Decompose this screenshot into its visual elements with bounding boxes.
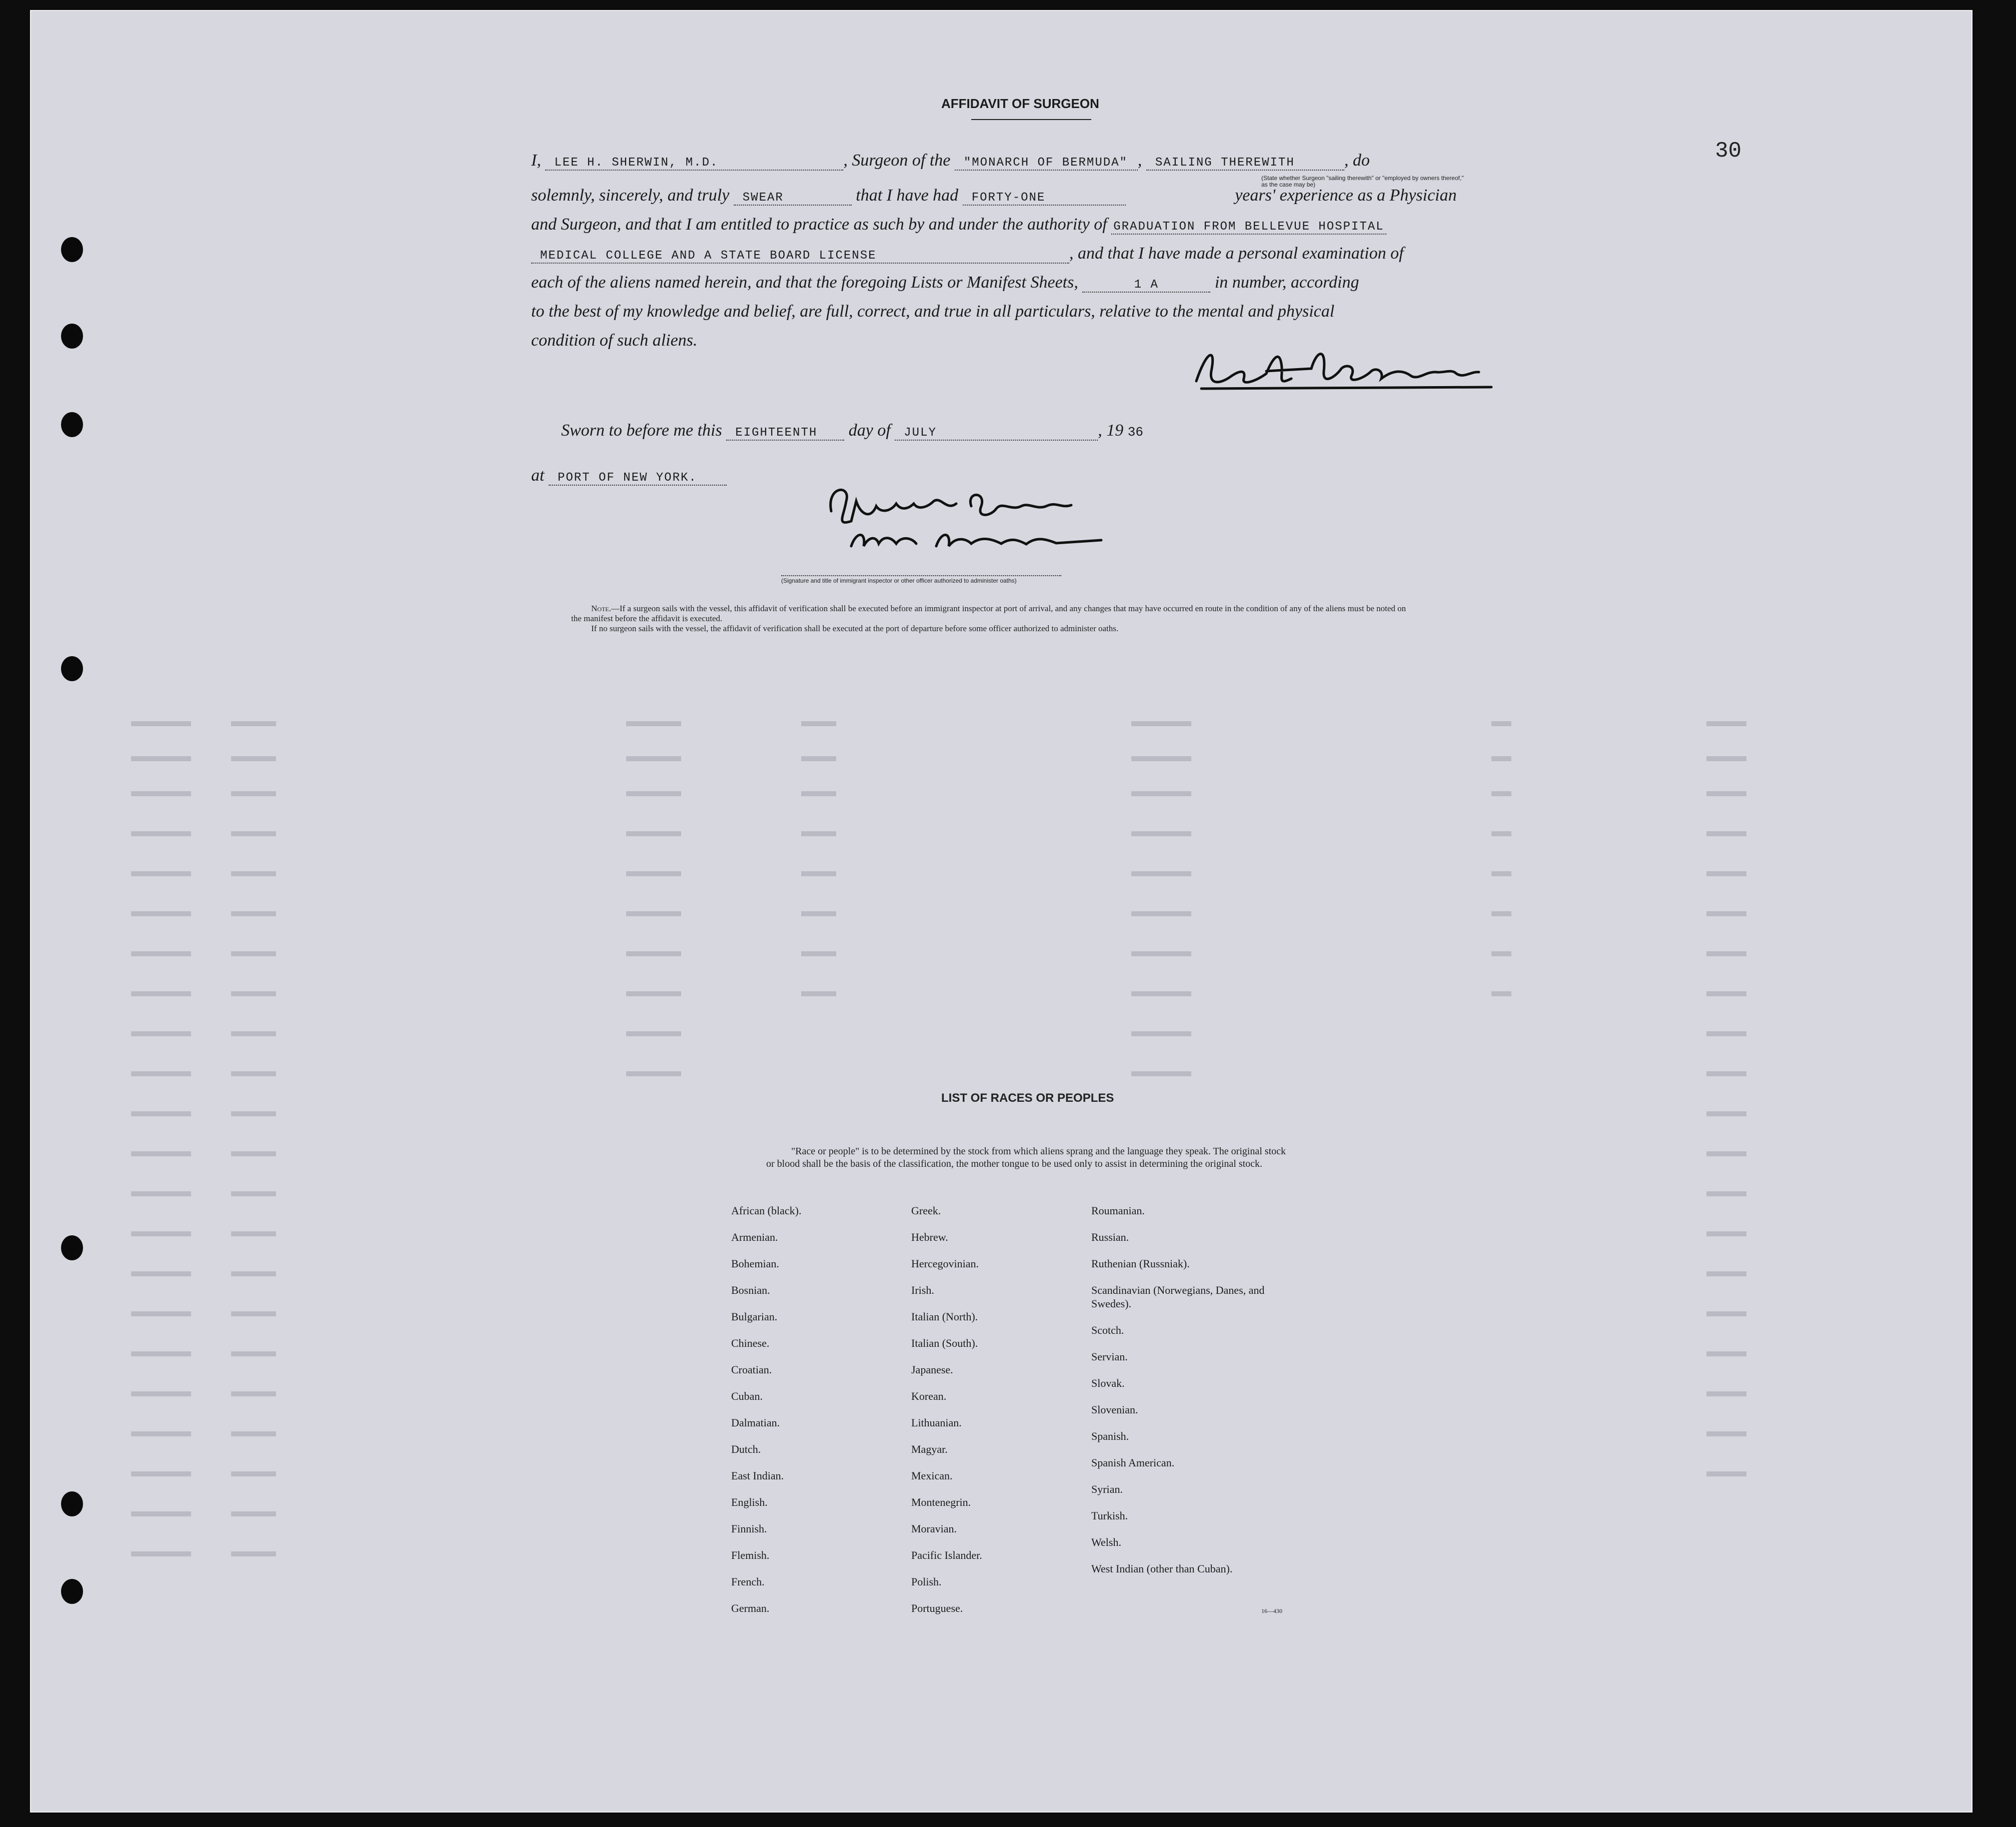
race-entry: Polish. [911, 1575, 942, 1588]
race-entry: English. [731, 1496, 768, 1508]
race-entry: Moravian. [911, 1522, 957, 1535]
affidavit-line-6: to the best of my knowledge and belief, are full, correct, and true in all particulars, relative to the mental and physical [531, 302, 1335, 321]
race-entry: Hebrew. [911, 1231, 948, 1243]
race-entry: Bosnian. [731, 1284, 770, 1296]
race-entry: Bulgarian. [731, 1310, 778, 1323]
authority-field-1: GRADUATION FROM BELLEVUE HOSPITAL [1111, 220, 1386, 235]
oath-field: SWEAR [734, 191, 852, 206]
race-entry: Slovenian. [1091, 1403, 1138, 1416]
vessel-name-field: "MONARCH OF BERMUDA" [955, 156, 1138, 171]
affidavit-line-7: condition of such aliens. [531, 331, 698, 350]
text-suffix: years' experience as a Physician [1235, 186, 1457, 205]
status-hint: (State whether Surgeon "sailing therewith" or "employed by owners thereof," as the case may be) [1261, 175, 1464, 188]
sworn-place-field: PORT OF NEW YORK. [549, 471, 727, 486]
race-entry: Spanish American. [1091, 1456, 1175, 1469]
inspector-signature [821, 481, 1141, 571]
race-entry: Pacific Islander. [911, 1549, 982, 1561]
verification-note [571, 604, 1411, 634]
note-paragraph-2: If no surgeon sails with the vessel, the affidavit of verification shall be executed at the port of departure before some officer authorized to administer oaths. [591, 624, 1119, 633]
race-entry: Finnish. [731, 1522, 767, 1535]
race-entry: Slovak. [1091, 1377, 1125, 1389]
page-number: 30 [1715, 139, 1741, 164]
races-title: LIST OF RACES OR PEOPLES [941, 1091, 1114, 1105]
affidavit-line-3 [531, 215, 1386, 235]
race-entry: Welsh. [1091, 1536, 1121, 1548]
race-entry: German. [731, 1602, 770, 1614]
affidavit-line-4 [531, 244, 1404, 264]
sworn-year-field: 36 [1127, 425, 1143, 440]
race-entry: Dalmatian. [731, 1416, 780, 1429]
race-entry: Magyar. [911, 1443, 948, 1455]
authority-field-2: MEDICAL COLLEGE AND A STATE BOARD LICENSE [531, 249, 1069, 264]
sworn-month-field: JULY [895, 426, 1098, 441]
text-prefix: I, [531, 151, 541, 170]
race-entry: French. [731, 1575, 765, 1588]
race-entry: Armenian. [731, 1231, 778, 1243]
note-paragraph-1: If a surgeon sails with the vessel, this affidavit of verification shall be executed before an immigrant inspector at port of arrival, and any changes that may have occurred en route in the condition of any of the aliens must be noted on the manifest before the affidavit is executed. [571, 604, 1406, 623]
years-field: FORTY-ONE [963, 191, 1126, 206]
race-entry: Russian. [1091, 1231, 1129, 1243]
race-entry: Syrian. [1091, 1483, 1123, 1495]
race-entry: Turkish. [1091, 1509, 1128, 1522]
race-entry: Montenegrin. [911, 1496, 971, 1508]
title-rule [971, 119, 1091, 120]
text-suffix: , and that I have made a personal examination of [1069, 244, 1404, 263]
race-entry: East Indian. [731, 1469, 784, 1482]
race-entry: Korean. [911, 1390, 947, 1402]
form-number: 16—430 [1261, 1607, 1282, 1614]
race-entry: Hercegovinian. [911, 1257, 979, 1270]
text-body: and Surgeon, and that I am entitled to practice as such by and under the authority of [531, 215, 1107, 234]
text-suffix: , do [1344, 151, 1370, 170]
text-prefix: solemnly, sincerely, and truly [531, 186, 730, 205]
race-entry: West Indian (other than Cuban). [1091, 1562, 1233, 1575]
race-entry: Portuguese. [911, 1602, 963, 1614]
text-mid: day of [848, 421, 891, 440]
races-intro: "Race or people" is to be determined by the stock from which aliens sprang and the language they speak. The original stock or blood shall be the basis of the classification, the mother tongue to be used only to assist in determining the original stock. [766, 1146, 1286, 1169]
official-caption: (Signature and title of immigrant inspector or other officer authorized to administer oaths) [781, 575, 1061, 584]
race-entry: Italian (South). [911, 1337, 978, 1349]
race-entry: Bohemian. [731, 1257, 779, 1270]
race-entry: Mexican. [911, 1469, 953, 1482]
text-sep: , [1137, 151, 1142, 170]
race-entry: Flemish. [731, 1549, 770, 1561]
affidavit-line-2 [531, 186, 1457, 206]
race-entry: Scotch. [1091, 1324, 1124, 1336]
affidavit-title: AFFIDAVIT OF SURGEON [941, 96, 1099, 111]
race-entry: Greek. [911, 1204, 941, 1217]
race-entry: Cuban. [731, 1390, 763, 1402]
race-entry: Servian. [1091, 1350, 1128, 1363]
text-suffix: in number, according [1214, 273, 1359, 292]
note-lead: Note.— [591, 604, 620, 613]
sheet-count-field: 1 A [1082, 278, 1210, 293]
surgeon-status-field: SAILING THEREWITH [1146, 156, 1344, 171]
race-entry: Ruthenian (Russniak). [1091, 1257, 1190, 1270]
race-entry: Lithuanian. [911, 1416, 962, 1429]
race-entry: Italian (North). [911, 1310, 978, 1323]
races-column-2 [911, 1204, 982, 1628]
race-entry: African (black). [731, 1204, 802, 1217]
races-column-1 [731, 1204, 801, 1628]
surgeon-name-field: LEE H. SHERWIN, M.D. [545, 156, 843, 171]
race-entry: Scandinavian (Norwegians, Danes, and Swedes). [1091, 1284, 1265, 1310]
sworn-place-line [531, 466, 727, 486]
races-column-3 [1091, 1204, 1301, 1588]
affidavit-line-5 [531, 273, 1359, 293]
text-prefix: each of the aliens named herein, and that the foregoing Lists or Manifest Sheets, [531, 273, 1078, 292]
text-mid: that I have had [856, 186, 959, 205]
race-entry: Spanish. [1091, 1430, 1129, 1442]
text-year-prefix: , 19 [1098, 421, 1124, 440]
text-prefix: Sworn to before me this [561, 421, 722, 440]
affidavit-line-1 [531, 151, 1370, 171]
race-entry: Roumanian. [1091, 1204, 1145, 1217]
race-entry: Dutch. [731, 1443, 761, 1455]
race-entry: Irish. [911, 1284, 934, 1296]
race-entry: Chinese. [731, 1337, 770, 1349]
race-entry: Croatian. [731, 1363, 772, 1376]
text-mid: , Surgeon of the [843, 151, 951, 170]
sworn-line [531, 421, 1143, 441]
race-entry: Japanese. [911, 1363, 953, 1376]
sworn-day-field: EIGHTEENTH [726, 426, 844, 441]
text-prefix: at [531, 466, 545, 485]
surgeon-signature [1191, 341, 1501, 396]
manifest-sheet [30, 10, 1972, 1812]
